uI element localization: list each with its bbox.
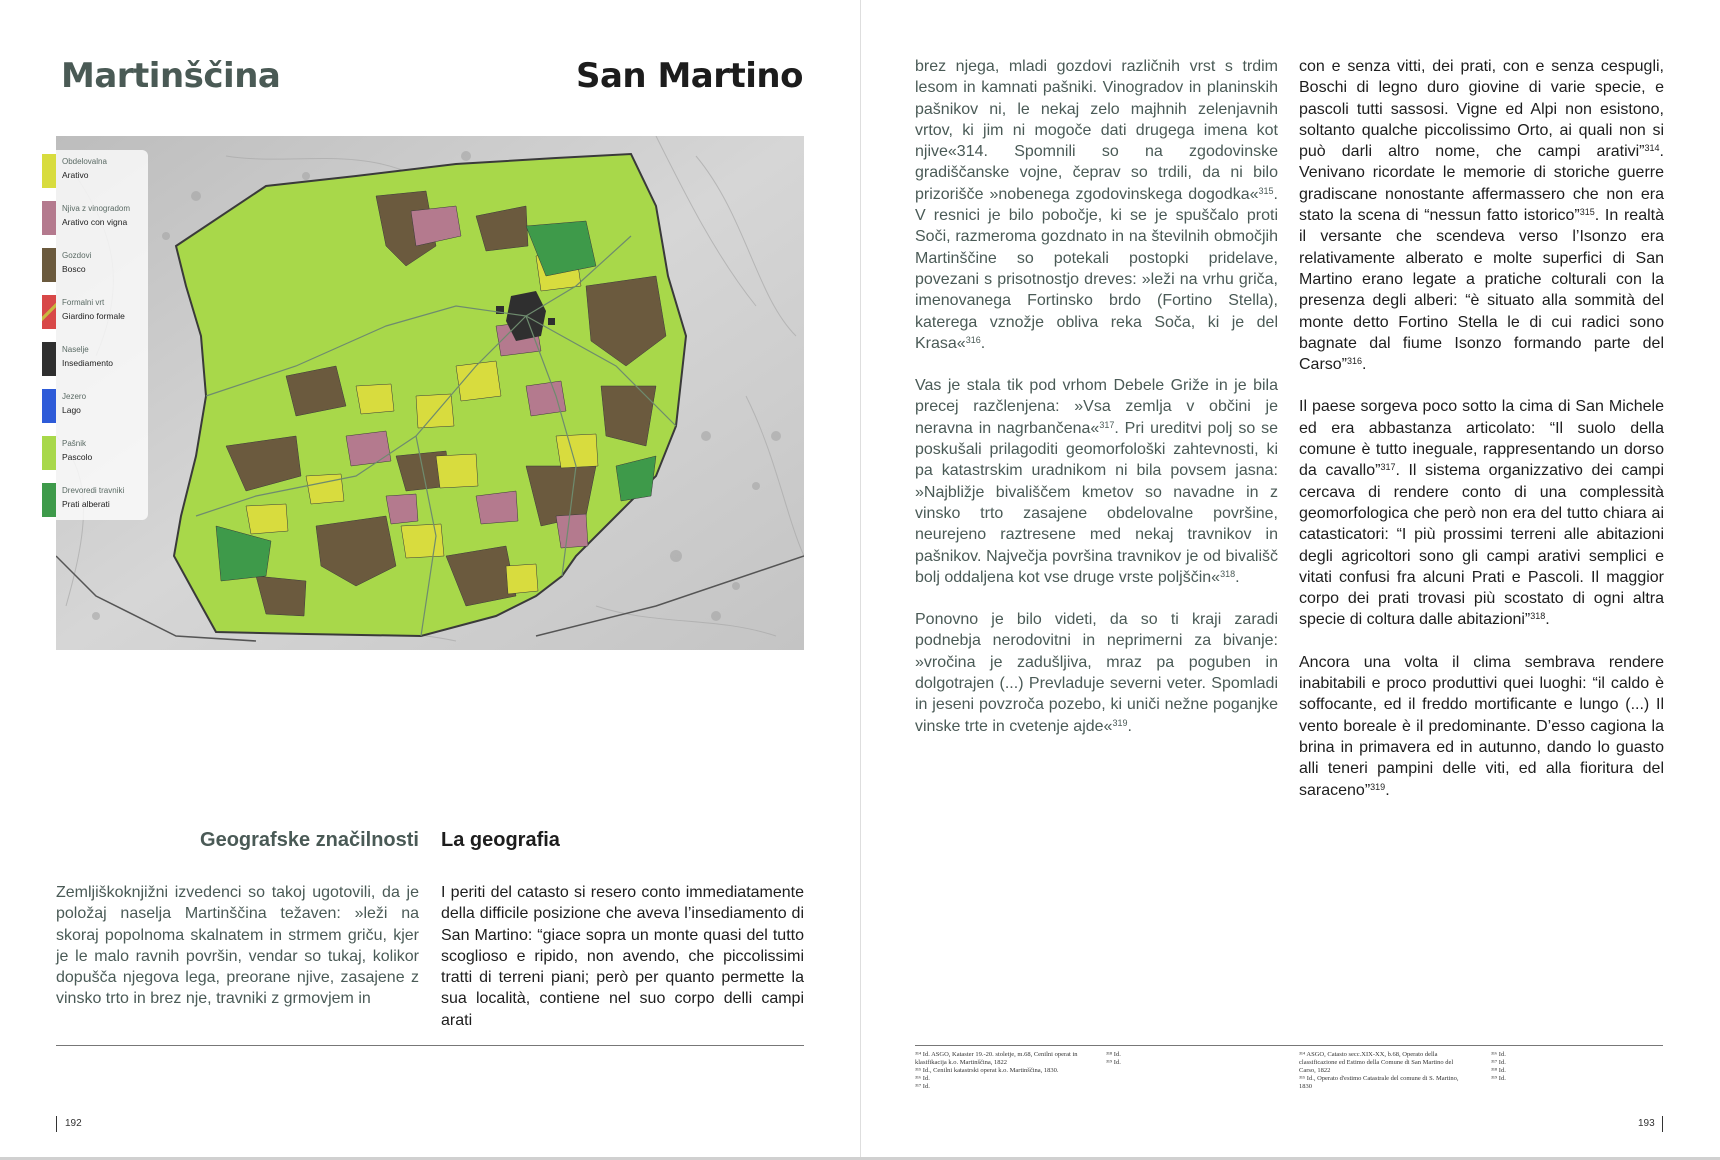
body-column-slovenian: [915, 56, 1278, 758]
legend-label-sl: Njiva z vinogradom: [62, 204, 131, 213]
legend-label-it: Arativo con vigna: [62, 217, 128, 227]
paragraph: brez njega, mladi gozdovi različnih vrst s trdim lesom in kamnati pašniki. Vinogradov in planinskih pašnikov ni, le nekaj zelo majhnih zelenjavnih vrtov, ki jim ni mogoče dati drugega imena kot njive«314. Spomnili so na zgodovinske gradiščanske vojne, čeprav so trdili, da ni bilo prizorišče »nobenega zgodovinskega dogodka«$^{315}$. V resnici je bilo pobočje, ki se je spuščalo proti Soči, razmeroma gozdnato in na številnih območjih Martinščine so potekali postopki pridelave, povezani s prisotnostjo dreves: »leži na vrhu griča, imenovanega Fortinsko brdo (Fortino Stella), katerega vznožje obliva reka Soča, ki je del Krasa«$^{316}$.: [915, 58, 1278, 352]
legend-swatch: [42, 389, 56, 423]
folio-bar: [56, 1116, 57, 1132]
title-slovenian: Martinščina: [61, 56, 281, 96]
page-number: 192: [65, 1118, 82, 1129]
footnote-rule: [56, 1045, 804, 1046]
legend-label-sl: Gozdovi: [62, 251, 92, 260]
legend-item: [42, 436, 152, 470]
legend-item: [42, 389, 152, 423]
footnote: ³¹⁴ ASGO, Catasto secc.XIX-XX, b.68, Operato della classificazione ed Estimo della Comune di San Martino del Carso, 1822: [1299, 1051, 1454, 1074]
title-italian: San Martino: [576, 56, 803, 96]
paragraph: Ancora una volta il clima sembrava rendere inabitabili e proco produttivi quei luoghi: “il caldo è soffocante, ed il freddo mortificante e lungo (...) Il vento boreale è il predominante. D’esso cagiona la brina in primavera ed in autunno, dando lo guasto alli teneri pampini delle viti, ed alla fioritura del saraceno”$^{319}$.: [1299, 653, 1664, 799]
footnotes-slovenian-b: [1106, 1051, 1166, 1067]
footnote: ³¹⁹ Id.: [1491, 1075, 1506, 1082]
legend-label-it: Insediamento: [62, 358, 114, 368]
legend-swatch: [42, 436, 56, 470]
legend-label-it: Bosco: [62, 264, 86, 274]
legend-swatch: [42, 483, 56, 517]
subhead-slovenian: Geografske značilnosti: [200, 829, 419, 851]
legend-swatch: [42, 342, 56, 376]
legend-item: [42, 201, 152, 235]
subhead-italian: La geografia: [441, 829, 560, 851]
footnotes-italian-a: [1299, 1051, 1469, 1091]
legend-label-it: Arativo: [62, 170, 89, 180]
legend-label-sl: Jezero: [62, 392, 87, 401]
legend-item: [42, 248, 152, 282]
footnotes-slovenian-a: [915, 1051, 1085, 1091]
legend-item: [42, 342, 152, 376]
body-column-italian: [441, 882, 804, 1052]
legend-label-it: Prati alberati: [62, 499, 110, 509]
footnote: ³¹⁹ Id.: [1106, 1059, 1121, 1066]
paragraph: Zemljiškoknjižni izvedenci so takoj ugotovili, da je položaj naselja Martinščina težaven: »leži na skoraj popolnoma skalnatem in strmem griču, kjer je le malo ravnih površin, vendar so tukaj, kolikor dopušča njegova lega, preorane njive, zasajene z vinsko trto in brez nje, travniki z grmovjem in: [56, 884, 419, 1008]
legend-label-sl: Drevoredi travniki: [62, 486, 125, 495]
body-column-slovenian: [56, 882, 419, 1031]
land-use-map: [56, 136, 804, 650]
paragraph: Vas je stala tik pod vrhom Debele Griže in je bila precej razčlenjena: »Vsa zemlja v občini je neravna in nagrbančena«$^{317}$. Pri ureditvi polj so se poskušali prilagoditi geomorfološki zahtevnosti, ki pa katastrskim uradnikom ni bila povsem jasna: »Najbližje bivališčem kmetov so navadne in z vinsko trto zasajene obdelovalne površine, neurejeno raztresene med nekaj travnikov in pašnikov. Največja površina travnikov je od bivališč bolj oddaljena kot vse druge vrste poljščin«$^{318}$.: [915, 377, 1278, 586]
footnotes-italian-b: [1491, 1051, 1551, 1083]
folio-bar: [1662, 1116, 1663, 1132]
legend-label-sl: Formalni vrt: [62, 298, 105, 307]
footnote: ³¹⁶ Id.: [1491, 1051, 1506, 1058]
legend-swatch: [42, 154, 56, 188]
footnote: ³¹⁸ Id.: [1106, 1051, 1121, 1058]
footnote: ³¹⁵ Id., Cenilni katastrski operat k.o. Martinščina, 1830.: [915, 1067, 1059, 1074]
legend-label-it: Giardino formale: [62, 311, 125, 321]
footnote: ³¹⁵ Id., Operato d'estimo Catastrale del comune di S. Martino, 1830: [1299, 1075, 1459, 1090]
footnote: ³¹⁶ Id.: [915, 1075, 930, 1082]
legend-label-it: Pascolo: [62, 452, 93, 462]
legend-label-sl: Pašnik: [62, 439, 87, 448]
legend-swatch: [42, 248, 56, 282]
legend-item: [42, 154, 152, 188]
legend-item: [42, 483, 152, 517]
page-number: 193: [1638, 1118, 1655, 1129]
legend-item: [42, 295, 152, 329]
legend-swatch: [42, 295, 56, 329]
legend-swatch: [42, 201, 56, 235]
paragraph: Il paese sorgeva poco sotto la cima di San Michele ed era abbastanza articolato: “Il suolo della comune è tutto ineguale, rappresentando un dorso da cavallo”$^{317}$. Il sistema organizzativo dei campi cercava di rendere conto di una complessità geomorfologica che però non era del tutto chiara ai catasticatori: “I più prossimi terreni alle abitazioni degli agricoltori sono gli campi arativi semplici e vitati confusi fra alcuni Prati e Pascoli. Il maggior corpo dei prati trovasi più scostato di ogni altra specie di coltura dalle abitazioni”$^{318}$.: [1299, 398, 1665, 629]
body-column-italian: [1299, 56, 1664, 822]
footnote: ³¹⁴ Id. ASGO, Kataster 19.-20. stoletje, m.68, Cenilni operat in klasifikacija k.o. Martinščina, 1822: [915, 1051, 1078, 1066]
footnote: ³¹⁷ Id.: [915, 1083, 930, 1090]
legend-label-it: Lago: [62, 405, 81, 415]
paragraph: I periti del catasto si resero conto immediatamente della difficile posizione che aveva l’insediamento di San Martino: “giace sopra un monte quasi del tutto scoglioso e ripido, non avendo, che piccolissimi tratti di terreni piani; però per quanto permette la sua località, contiene nel suo corpo delli campi arati: [441, 884, 804, 1029]
paragraph: con e senza vitti, dei prati, con e senza cespugli, Boschi di legno duro giovine di varie specie, e pascoli tutti sassosi. Vigne ed Alpi non esistono, soltanto qualche piccolissimo Orto, ai quali non si può darli altro nome, che campi arativi”$^{314}$. Venivano ricordate le memorie di storiche guerre gradiscane nonostante affermassero che non era stato la scena di “nessun fatto istorico”$^{315}$. In realtà il versante che scendeva verso l’Isonzo era relativamente alberato e molte superfici di San Martino erano legate a pratiche colturali con la presenza degli alberi: “è situato alla sommità del monte detto Fortino Stella le di cui radici sono bagnate dal fiume Isonzo formando parte del Carso”$^{316}$.: [1299, 58, 1664, 374]
paragraph: Ponovno je bilo videti, da so ti kraji zaradi podnebja nerodovitni in neprimerni za bivanje: »vročina je zadušljiva, mraz pa poguben in dolgotrajen (...) Prevladuje severni veter. Spomladi in jeseni povzroča pozebo, ki uniči nežne poganjke vinske trte in cvetenje ajde«$^{319}$.: [915, 611, 1278, 735]
right-page: [861, 0, 1720, 1160]
legend-label-sl: Obdelovalna: [62, 157, 107, 166]
legend-label-sl: Naselje: [62, 345, 89, 354]
footnote: ³¹⁷ Id.: [1491, 1059, 1506, 1066]
footnote: ³¹⁸ Id.: [1491, 1067, 1506, 1074]
footnote-rule: [915, 1045, 1663, 1046]
